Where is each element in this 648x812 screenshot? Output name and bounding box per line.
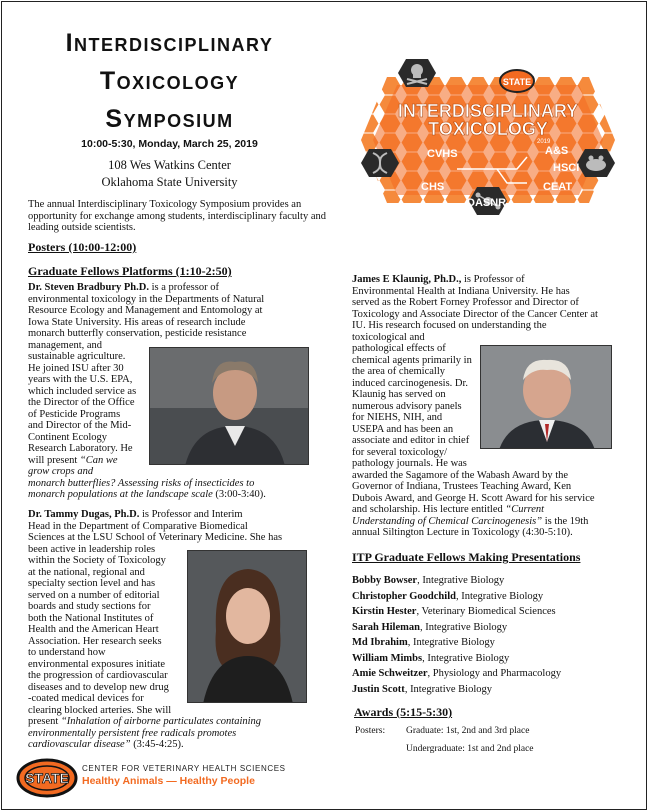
talk-title: environmentally persistent free radicals promotes <box>28 727 237 739</box>
bio-line: IU. His research focused on understanding the <box>352 320 547 331</box>
list-item <box>352 620 642 636</box>
dna-icon <box>361 149 399 177</box>
bio-line: Research Laboratory. He <box>28 443 133 454</box>
bio-line: of Pesticide Programs <box>28 408 121 420</box>
bio-line: Iowa State University. His areas of research include <box>28 316 246 328</box>
logo-unit-cvhs: CVHS <box>427 148 458 160</box>
awards-posters-label: Posters: <box>355 726 386 736</box>
bio-line: within the Society of Toxicology <box>28 555 166 566</box>
logo-unit-hsci: HSCI <box>553 162 580 174</box>
itp-heading: ITP Graduate Fellows Making Presentations <box>352 550 581 564</box>
bio-line: diseases and to develop new drug <box>28 681 169 693</box>
osu-logo-text: STATE <box>25 770 69 786</box>
talk-title: Understanding of Chemical Carcinogenesis” <box>352 515 543 527</box>
bio-line: for several toxicology/ <box>352 446 448 458</box>
logo-year: 2019 <box>537 139 551 145</box>
bio-line: to understand how <box>28 647 106 658</box>
bio-line: Governor of Indiana, Trustees Teaching Award, Ken <box>352 481 572 492</box>
fellow-name: William Mimbs <box>352 652 423 664</box>
portrait-image <box>188 551 307 703</box>
talk-title: cardiovascular disease” <box>28 739 131 750</box>
bio-line: is Professor and Interim <box>139 509 243 520</box>
talk-time: (3:45-4:25). <box>130 739 184 750</box>
bio-line: years with the U.S. EPA, <box>28 374 133 385</box>
bradbury-photo <box>149 347 309 465</box>
fellow-name: Kirstin Hester <box>352 606 417 617</box>
bio-line: and Director of the Mid- <box>28 420 132 431</box>
fellow-name: Sarah Hileman <box>352 621 420 633</box>
fellow-program: , Integrative Biology <box>419 621 508 633</box>
bio-line: -coated medical devices for <box>28 693 144 704</box>
bio-line: present <box>28 716 61 727</box>
list-item <box>352 635 642 651</box>
bio-line: is Professor of <box>461 274 525 285</box>
klaunig-photo <box>480 345 612 449</box>
dugas-name: Dr. Tammy Dugas, Ph.D. <box>28 509 140 520</box>
talk-title: monarch butterflies? Assessing risks of insecticides to <box>28 477 255 489</box>
list-item <box>352 589 642 605</box>
footer-text <box>82 764 286 787</box>
awards-heading: Awards (5:15-5:30) <box>354 705 453 719</box>
talk-time: (3:00-3:40). <box>212 489 266 500</box>
bio-line: both the National Institutes of <box>28 612 154 624</box>
awards-graduate: Graduate: 1st, 2nd and 3rd place <box>406 726 530 736</box>
bio-line: awarded the Sagamore of the Wabash Award by the <box>352 469 569 481</box>
fellow-program: , Integrative Biology <box>407 637 495 648</box>
footer-org: CENTER FOR VETERINARY HEALTH SCIENCES <box>82 764 286 773</box>
logo-unit-dasnr: DASNR <box>467 197 507 209</box>
osu-badge-icon <box>500 70 534 92</box>
fellow-program: , Physiology and Pharmacology <box>427 668 562 679</box>
title-line-2: Toxicology <box>99 67 240 95</box>
bio-line: Toxicology and Associate Director of the Cancer Center at <box>352 308 598 320</box>
bio-line: annual Siltington Lecture in Toxicology (4:30-5:10). <box>352 527 573 538</box>
talk-title: grow crops and <box>28 466 94 477</box>
logo-unit-ceat: CEAT <box>543 181 573 193</box>
fellow-name: Christopher Goodchild <box>352 590 456 602</box>
frog-icon <box>577 149 615 177</box>
bio-line: USEPA and has been an <box>352 423 454 435</box>
klaunig-name: James E Klaunig, Ph.D., <box>352 274 462 285</box>
bio-line: clearing blocked arteries. She will <box>28 704 172 716</box>
bradbury-name: Dr. Steven Bradbury Ph.D. <box>28 282 149 293</box>
bio-line: pathological effects of <box>352 343 446 354</box>
talk-title: “Inhalation of airborne particulates containing <box>60 716 262 727</box>
bio-line: Association. Her research seeks <box>28 635 162 647</box>
bio-line: is a professor of <box>148 282 219 293</box>
bio-line: will present <box>28 454 80 466</box>
osu-logo-icon <box>16 757 78 799</box>
list-item <box>352 666 642 682</box>
bio-line: Klaunig has served on <box>352 389 446 400</box>
bio-line: Health and the American Heart <box>28 624 159 635</box>
logo-unit-as: A&S <box>545 145 569 157</box>
fellows-list <box>352 573 642 697</box>
title-line-1: Interdisciplinary <box>65 29 274 57</box>
bio-line: specialty section level and has <box>28 578 156 589</box>
bio-line: the Director of the Office <box>28 397 135 408</box>
bio-line: served on a number of editorial <box>28 589 160 601</box>
fellow-program: , Veterinary Biomedical Sciences <box>416 606 556 617</box>
bio-line: Sciences at the LSU School of Veterinary Medicine. She has <box>28 532 283 543</box>
bio-line: management, and <box>28 339 103 351</box>
bio-line: sustainable agriculture. <box>28 351 126 362</box>
bio-line: Head in the Department of Comparative Biomedical <box>28 520 248 532</box>
bio-line: boards and study sections for <box>28 601 151 612</box>
bio-line: toxicological and <box>352 331 425 343</box>
venue-line-2: Oklahoma State University <box>101 175 238 189</box>
flyer-page <box>1 1 647 810</box>
bio-line: been active in leadership roles <box>28 543 156 555</box>
talk-title: “Can we <box>79 454 118 466</box>
symposium-title <box>12 24 327 138</box>
footer-tagline: Healthy Animals — Healthy People <box>82 775 255 787</box>
bio-line: numerous advisory panels <box>352 400 462 412</box>
fellow-name: Justin Scott <box>352 683 405 695</box>
event-datetime: 10:00-5:30, Monday, March 25, 2019 <box>81 138 258 150</box>
logo-title-2: TOXICOLOGY <box>428 119 548 139</box>
bio-line: chemical agents primarily in <box>352 354 472 366</box>
posters-heading: Posters (10:00-12:00) <box>28 240 137 254</box>
bio-line: which included service as <box>28 385 137 397</box>
fellow-program: , Integrative Biology <box>455 590 544 602</box>
fellow-name: Amie Schweitzer <box>352 668 428 679</box>
bio-line: environmental exposures initiate <box>28 658 166 670</box>
fellow-program: , Integrative Biology <box>404 683 493 695</box>
bio-line: induced carcinogenesis. Dr. <box>352 377 469 389</box>
event-venue <box>12 157 327 191</box>
bio-line: Environmental Health at Indiana University. He has <box>352 285 570 297</box>
bio-line: the progression of cardiovascular <box>28 670 168 681</box>
bio-line: environmental toxicology in the Departments of Natural <box>28 293 265 305</box>
dugas-photo <box>187 550 307 703</box>
talk-title: monarch populations at the landscape scale <box>28 489 213 500</box>
list-item <box>352 604 642 620</box>
fellow-name: Md Ibrahim <box>352 637 408 648</box>
list-item <box>352 682 642 698</box>
list-item <box>352 651 642 667</box>
bio-line: the area of chemically <box>352 366 445 377</box>
bio-line: Dubois Award, and George H. Scott Award for his service <box>352 492 595 504</box>
portrait-image <box>481 346 612 449</box>
platforms-heading: Graduate Fellows Platforms (1:10-2:50) <box>28 264 232 278</box>
bio-line: at the national, regional and <box>28 566 145 578</box>
logo-graphic <box>357 57 619 223</box>
bio-line: served as the Robert Forney Professor and Director of <box>352 297 579 308</box>
list-item <box>352 573 642 589</box>
fellow-name: Bobby Bowser <box>352 575 418 586</box>
bio-line: Resource Ecology and Management and Entomology at <box>28 305 263 316</box>
talk-title: “Current <box>505 504 545 515</box>
bio-line: is the 19th <box>542 515 589 527</box>
bio-line: and scholarship. His lecture entitled <box>352 504 506 515</box>
logo-unit-chs: CHS <box>421 181 445 193</box>
fellow-program: , Integrative Biology <box>417 575 505 586</box>
bio-line: associate and editor in chief <box>352 435 470 446</box>
bio-line: pathology journals. He was <box>352 458 467 469</box>
logo-title-1: INTERDISCIPLINARY <box>397 101 579 121</box>
osu-logo <box>16 757 78 799</box>
intro-text: The annual Interdisciplinary Toxicology Symposium provides an opportunity for exchange among students, interdisciplinary faculty and leading outside scientists. <box>28 199 327 233</box>
osu-badge-text: STATE <box>502 77 532 87</box>
bio-line: monarch butterfly conservation, pesticide resistance <box>28 328 247 339</box>
bio-line: Continent Ecology <box>28 431 108 443</box>
venue-line-1: 108 Wes Watkins Center <box>108 158 231 172</box>
bio-line: He joined ISU after 30 <box>28 362 124 374</box>
title-line-3: Symposium <box>105 105 234 133</box>
bio-line: for NIEHS, NIH, and <box>352 412 443 423</box>
awards-undergraduate: Undergraduate: 1st and 2nd place <box>406 744 534 754</box>
fellow-program: , Integrative Biology <box>422 652 510 664</box>
skull-icon <box>398 59 436 87</box>
symposium-logo <box>357 57 619 223</box>
portrait-image <box>150 348 309 465</box>
